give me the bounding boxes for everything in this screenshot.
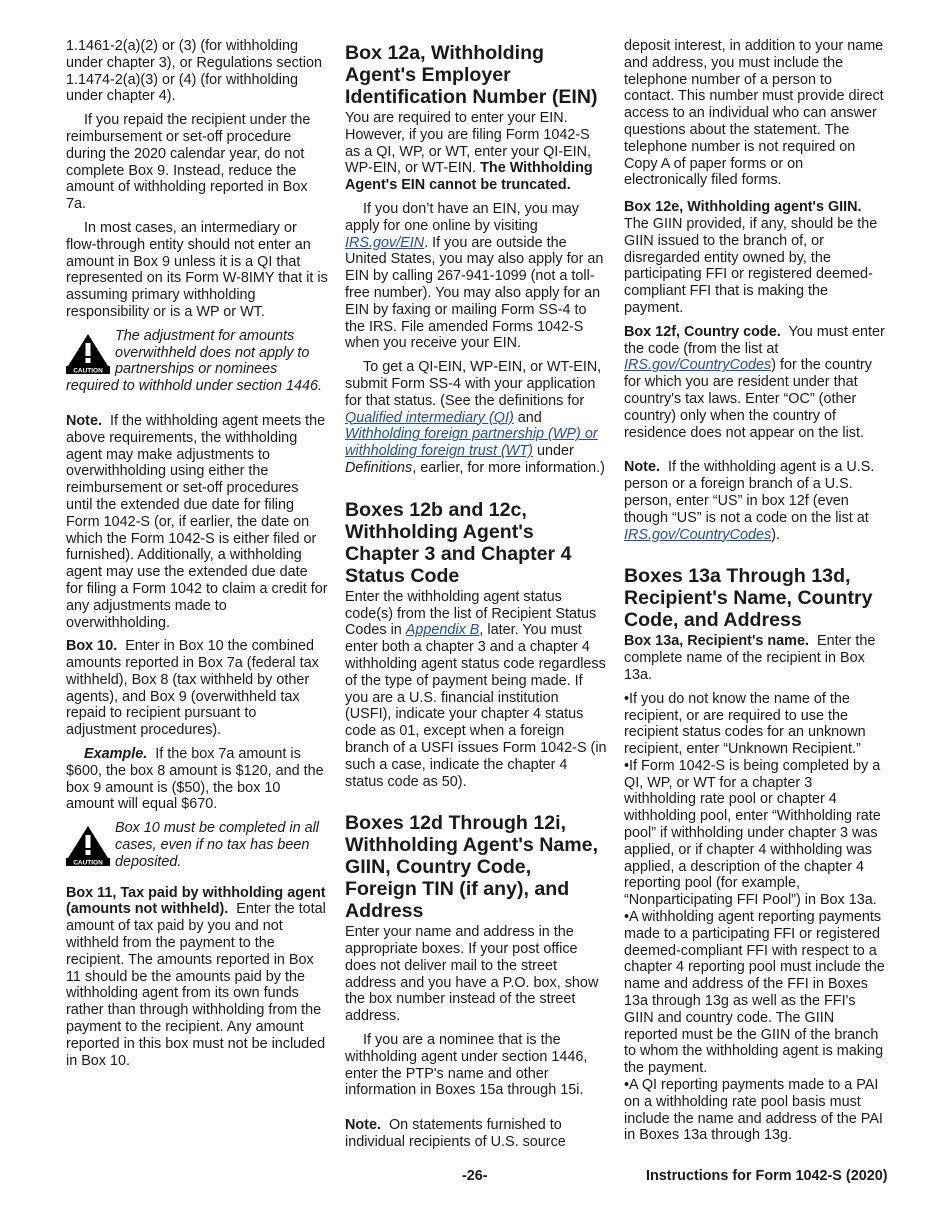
caution-text-continued: required to withhold under section 1446.: [66, 378, 323, 395]
paragraph: [345, 589, 607, 791]
note-paragraph: [624, 459, 886, 543]
svg-text:CAUTION: CAUTION: [73, 367, 103, 374]
column-middle: [345, 38, 607, 1158]
box12e-label: Box 12e, Withholding agent's GIIN.: [624, 199, 862, 216]
link-withholding-foreign-partnership[interactable]: Withholding foreign partnership (WP) or withholding foreign trust (WT): [345, 426, 598, 460]
box11-label: Box 11, Tax paid by withholding agent (amounts not withheld).: [66, 884, 326, 918]
column-left: [66, 38, 328, 1076]
box13a-text: Enter the complete name of the recipient in Box 13a.: [624, 633, 876, 683]
caution-icon: [66, 328, 115, 374]
text: Enter the withholding agent status code(s) from the list of Recipient Status Codes in: [345, 588, 597, 639]
column-right: [624, 38, 886, 1144]
footer-form-title: Instructions for Form 1042-S (2020): [646, 1168, 888, 1184]
caution-icon: [66, 820, 115, 866]
text: ).: [771, 526, 780, 543]
text: , earlier, for more information.): [412, 459, 605, 476]
box13a-paragraph: [624, 633, 886, 683]
note-paragraph: [345, 1117, 607, 1151]
link-irs-ein[interactable]: IRS.gov/EIN: [345, 234, 425, 251]
box11-text: Enter the total amount of tax paid by you and not withheld from the payment to the recipient. The amounts reported in Box 11 should be the amounts paid by the withholding agent from its own funds rather than through withholding from the payment to the recipient. Any amount reported in this box must not be included in Box 10.: [66, 901, 326, 1069]
text: If you don’t have an EIN, you may apply for one online by visiting: [345, 200, 579, 234]
text: and: [517, 409, 542, 426]
heading-box13a: Boxes 13a Through 13d, Recipient's Name, Country Code, and Address: [624, 565, 873, 632]
list-item: • A QI reporting payments made to a PAI on a withholding rate pool basis must include the name and address of the PAI in Boxes 13a through 13g.: [624, 1077, 886, 1144]
paragraph: If you are a nominee that is the withholding agent under section 1446, enter the PTP's name and other information in Boxes 15a through 15i.: [345, 1032, 588, 1099]
paragraph: deposit interest, in addition to your name and address, you must include the telephone number of a person to contact. This number must provide direct access to an individual who can answer questions about the statement. The telephone number is not required on Copy A of paper forms or on electronically filed forms.: [624, 38, 884, 189]
box12e-paragraph: [624, 199, 886, 317]
note-label: Note.: [66, 412, 102, 429]
list-item: • A withholding agent reporting payments made to a participating FFI or registered deemed-compliant FFI with respect to a chapter 4 reporting pool must include the name and address of the FFI in Boxes 13a through 13g as well as the FFI's GIIN and country code. The GIIN reported must be the GIIN of the branch to whom the withholding agent is making the payment.: [624, 909, 886, 1077]
example-label: Example.: [84, 746, 148, 763]
heading-box12d: Boxes 12d Through 12i, Withholding Agent's Name, GIIN, Country Code, Foreign TIN (if any), and Address: [345, 812, 599, 923]
example-text: If the box 7a amount is $600, the box 8 amount is $120, and the box 9 amount is ($50), the box 10 amount will equal $670.: [66, 746, 324, 813]
note-paragraph: [66, 413, 328, 631]
paragraph: [345, 110, 607, 194]
list-item: • If you do not know the name of the recipient, or are required to use the recipient status codes for an unknown recipient, enter “Unknown Recipient.”: [624, 691, 886, 758]
text: under: [536, 443, 574, 460]
text: , later. You must enter both a chapter 3 and a chapter 4 withholding agent status code regardless of the type of payment being made. If you are a U.S. financial institution (USFI), indicate your chapter 4 status code as 01, except when a foreign branch of a USFI issues Form 1042-S (in such a case, indicate the chapter 4 status code as 50).: [345, 622, 607, 790]
caution-note: [66, 328, 328, 378]
note-text: If the withholding agent is a U.S. person or a foreign branch of a U.S. person, enter “US” in box 12f (even though “US” is not a code on the list at: [624, 459, 875, 526]
box13a-label: Box 13a, Recipient's name.: [624, 633, 809, 650]
paragraph: [345, 359, 607, 477]
box12f-label: Box 12f, Country code.: [624, 323, 781, 340]
link-qualified-intermediary[interactable]: Qualified intermediary (QI): [345, 409, 514, 426]
paragraph: 1.1461-2(a)(2) or (3) (for withholding under chapter 3), or Regulations section 1.1474-2(a)(3) or (4) (for withholding under chapter 4).: [66, 38, 322, 105]
heading-box12a: Box 12a, Withholding Agent's Employer Identification Number (EIN): [345, 42, 598, 108]
text: . If you are outside the United States, you may also apply for an EIN by calling 267-941-1099 (not a toll-free number). You may also apply for an EIN by faxing or mailing Form SS-4 to the IRS. File amended Forms 1042-S when you receive your EIN.: [345, 234, 604, 352]
paragraph: In most cases, an intermediary or flow-through entity should not enter an amount in Box 9 unless it is a QI that represented on its Form W-8IMY that it is assuming primary withholding responsibility or is a WP or WT.: [66, 219, 328, 320]
text: To get a QI-EIN, WP-EIN, or WT-EIN, submit Form SS-4 with your application for that status. (See the definitions for: [345, 359, 602, 409]
paragraph: [345, 201, 607, 352]
text: You must enter the code (from the list at: [624, 323, 885, 357]
svg-text:CAUTION: CAUTION: [73, 859, 103, 867]
box10-paragraph: [66, 638, 328, 739]
text: ) for the country for which you are resident under that country's tax laws. Enter “OC” (other country) only when the country of residence does not appear on the list.: [624, 357, 872, 441]
example-paragraph: [66, 746, 328, 813]
box12e-text: The GIIN provided, if any, should be the GIIN issued to the branch of, or disregarded entity owned by, the participating FFI or registered deemed-compliant FFI that is making the payment.: [624, 215, 878, 316]
paragraph: Enter your name and address in the appropriate boxes. If your post office does not deliver mail to the street address and you have a P.O. box, show the box number instead of the street address.: [345, 924, 599, 1025]
box11-paragraph: [66, 885, 328, 1070]
note-label: Note.: [345, 1117, 381, 1134]
box10-text: Enter in Box 10 the combined amounts reported in Box 7a (federal tax withheld), Box 8 (tax withheld by other agents), and Box 9 (overwithheld tax repaid to recipient pursuant to adjustment procedures).: [66, 638, 319, 739]
link-country-codes[interactable]: IRS.gov/CountryCodes: [624, 526, 772, 543]
caution-text: The adjustment for amounts overwithheld does not apply to partnerships or nominees: [115, 327, 310, 378]
link-country-codes[interactable]: IRS.gov/CountryCodes: [624, 357, 772, 374]
note-text: If the withholding agent meets the above requirements, the withholding agent may make adjustments to overwithholding using either the reimbursement or set-off procedures until the extended due date for filing Form 1042-S (or, if earlier, the date on which the Form 1042-S is either filed or furnished). Additionally, a withholding agent may use the extended due date for filing a Form 1042 to claim a credit for any adjustments made to overwithholding.: [66, 412, 328, 631]
paragraph: If you repaid the recipient under the reimbursement or set-off procedure during the 2020 calendar year, do not complete Box 9. Instead, reduce the amount of withholding reported in Box 7a.: [66, 112, 311, 213]
bold-text: The Withholding Agent's EIN cannot be truncated.: [345, 160, 593, 194]
note-label: Note.: [624, 459, 660, 476]
caution-note: [66, 820, 328, 870]
box10-label: Box 10.: [66, 638, 118, 655]
link-appendix-b[interactable]: Appendix B: [405, 622, 480, 639]
note-text: On statements furnished to individual recipients of U.S. source: [345, 1117, 566, 1151]
heading-box12b: Boxes 12b and 12c, Withholding Agent's Chapter 3 and Chapter 4 Status Code: [345, 498, 572, 587]
caution-text: Box 10 must be completed in all cases, even if no tax has been deposited.: [115, 820, 319, 870]
box12f-paragraph: [624, 324, 886, 442]
italic-text: Definitions: [345, 459, 413, 476]
list-item: • If Form 1042-S is being completed by a QI, WP, or WT for a chapter 3 withholding rate pool or chapter 4 withholding pool, enter “Withholding rate pool” if withholding under chapter 3 was applied, or if chapter 4 withholding was applied, a description of the chapter 4 reporting pool (for example, “Nonparticipating FFI Pool”) in Box 13a.: [624, 758, 886, 909]
text: You are required to enter your EIN. However, if you are filing Form 1042-S as a QI, WP, or WT, enter your QI-EIN, WP-EIN, or WT-EIN.: [345, 110, 592, 177]
page-number: -26-: [462, 1168, 488, 1184]
